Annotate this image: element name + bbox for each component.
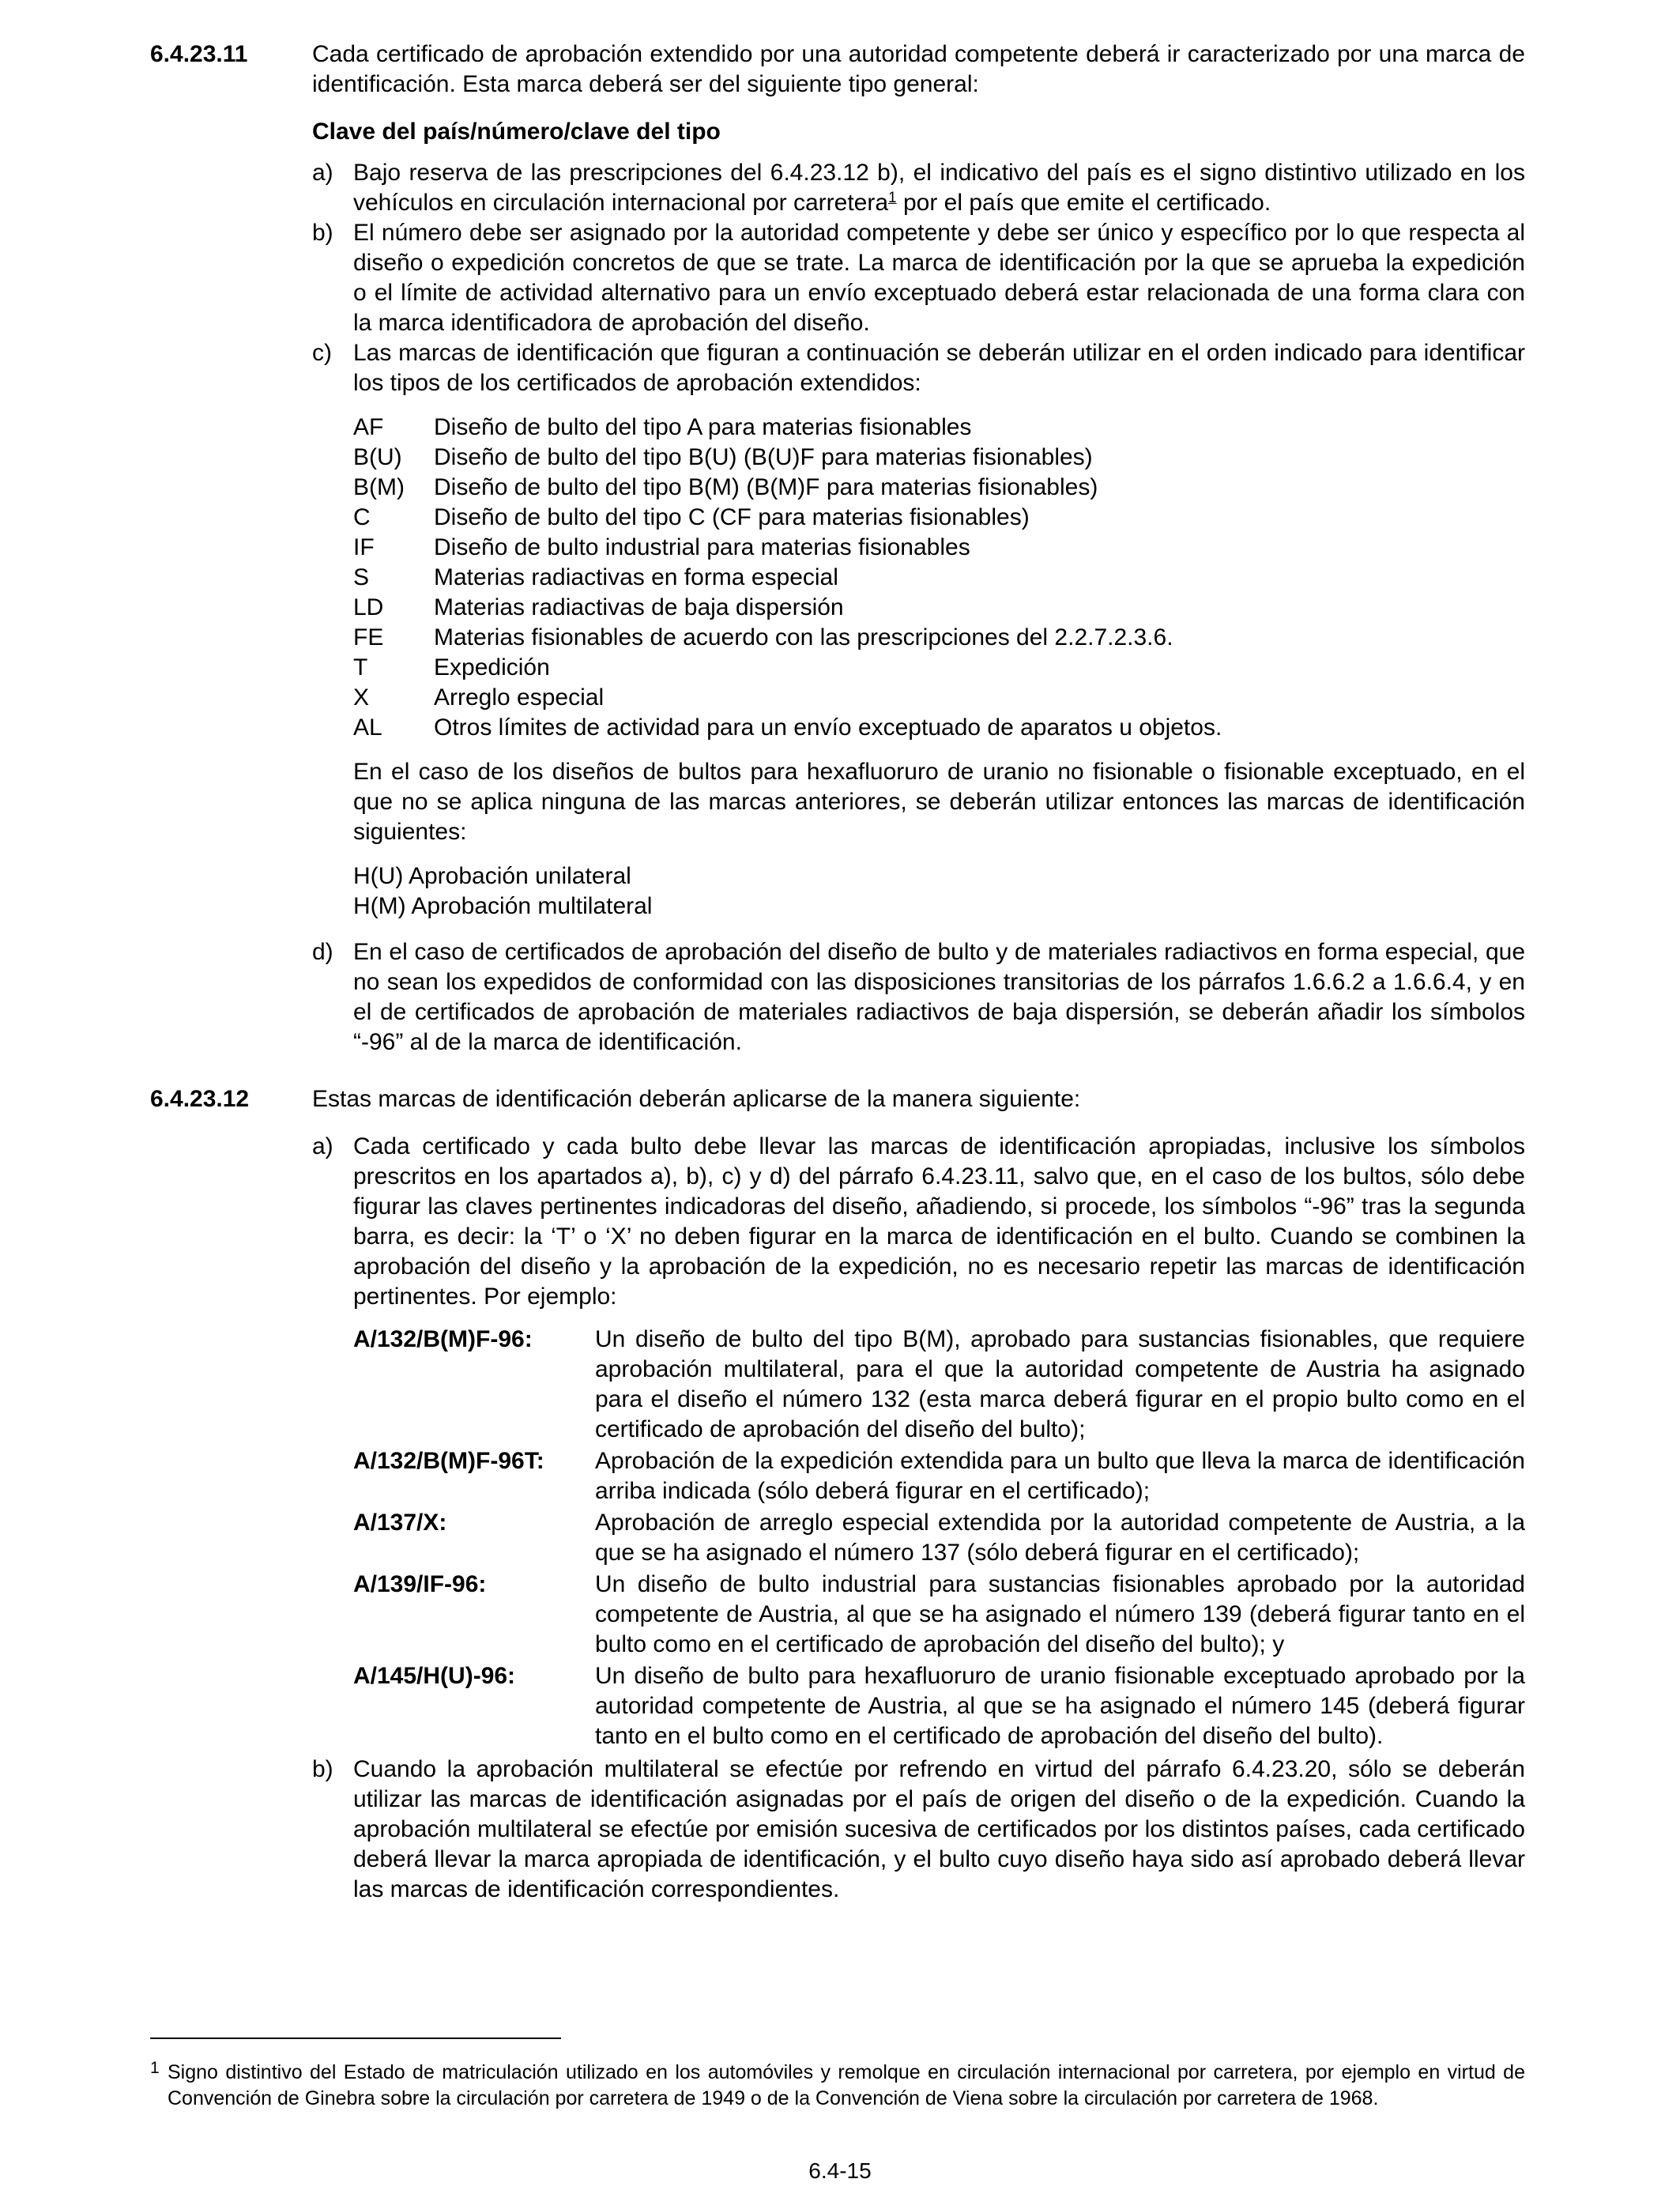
code-description: Materias radiactivas en forma especial bbox=[434, 564, 838, 590]
code-description: Otros límites de actividad para un envío exceptuado de aparatos u objetos. bbox=[434, 714, 1222, 741]
code-row bbox=[353, 443, 1525, 473]
item-a bbox=[312, 1132, 1525, 1312]
code-key: T bbox=[353, 654, 368, 680]
example-row bbox=[353, 1325, 1525, 1445]
code-row bbox=[353, 503, 1525, 533]
item-text: Cada certificado y cada bulto debe llevar las marcas de identificación apropiadas, inclusive los símbolos prescritos en los apartados a), b), c) y d) del párrafo 6.4.23.11, salvo que, en el caso de los bultos, sólo debe figurar las claves pertinentes indicadoras del diseño, añadiendo, si procede, los símbolos “-96” tras la segunda barra, es decir: la ‘T’ o ‘X’ no deben figurar en la marca de identificación en el bulto. Cuando se combinen la aprobación del diseño y la aprobación de la expedición, no es necesario repetir las marcas de identificación pertinentes. Por ejemplo: bbox=[353, 1133, 1525, 1310]
example-list bbox=[353, 1325, 1525, 1751]
item-c bbox=[312, 338, 1525, 398]
code-description: Materias fisionables de acuerdo con las prescripciones del 2.2.7.2.3.6. bbox=[434, 624, 1173, 650]
example-mark: A/139/IF-96: bbox=[353, 1571, 487, 1597]
example-row bbox=[353, 1661, 1525, 1751]
example-row bbox=[353, 1508, 1525, 1568]
code-row bbox=[353, 563, 1525, 593]
hexafluoride-paragraph: En el caso de los diseños de bultos para hexafluoruro de uranio no fisionable o fisionable exceptuado, en el que no se aplica ninguna de las marcas anteriores, se deberán utilizar entonces las marcas de identificación siguientes: bbox=[353, 759, 1525, 845]
item-text: En el caso de certificados de aprobación del diseño de bulto y de materiales radiactivos en forma especial, que no sean los expedidos de conformidad con las disposiciones transitorias de los párrafos 1.6.6.2 a 1.6.6.4, y en el de certificados de aprobación de materiales radiactivos de baja dispersión, se deberán añadir los símbolos “-96” al de la marca de identificación. bbox=[353, 939, 1525, 1055]
hexafluoride-mark: H(U) Aprobación unilateral bbox=[353, 863, 631, 889]
example-mark: A/132/B(M)F-96: bbox=[353, 1326, 533, 1352]
type-code-list bbox=[353, 413, 1525, 743]
example-description: Un diseño de bulto industrial para sustancias fisionables aprobado por la autoridad competente de Austria, al que se ha asignado el número 139 (deberá figurar tanto en el bulto como en el certificado de aprobación del diseño del bulto); y bbox=[595, 1571, 1525, 1657]
example-description: Aprobación de la expedición extendida para un bulto que lleva la marca de identificación arriba indicada (sólo deberá figurar en el certificado); bbox=[595, 1448, 1525, 1504]
code-key: FE bbox=[353, 624, 384, 650]
item-b bbox=[312, 1755, 1525, 1905]
section-number: 6.4.23.12 bbox=[150, 1086, 250, 1112]
item-letter: a) bbox=[312, 1133, 333, 1159]
item-letter: c) bbox=[312, 340, 332, 366]
code-description: Expedición bbox=[434, 654, 550, 680]
item-a bbox=[312, 158, 1525, 218]
example-row bbox=[353, 1446, 1525, 1506]
code-description: Diseño de bulto del tipo B(M) (B(M)F para materias fisionables) bbox=[434, 474, 1098, 500]
code-key: AF bbox=[353, 414, 384, 440]
item-letter: b) bbox=[312, 220, 333, 246]
code-row bbox=[353, 593, 1525, 623]
code-row bbox=[353, 623, 1525, 653]
footnote-mark: 1 bbox=[150, 2059, 160, 2077]
code-description: Arreglo especial bbox=[434, 684, 605, 711]
example-description: Aprobación de arreglo especial extendida por la autoridad competente de Austria, a la que se ha asignado el número 137 (sólo deberá figurar en el certificado); bbox=[595, 1510, 1525, 1566]
example-description: Un diseño de bulto para hexafluoruro de uranio fisionable exceptuado aprobado por la autoridad competente de Austria, al que se ha asignado el número 145 (deberá figurar tanto en el bulto como en el certificado de aprobación del diseño del bulto). bbox=[595, 1663, 1525, 1749]
code-row bbox=[353, 473, 1525, 503]
section-6-4-23-11 bbox=[150, 40, 1525, 1057]
section-body bbox=[312, 40, 1525, 1057]
code-key: AL bbox=[353, 714, 382, 741]
example-mark: A/145/H(U)-96: bbox=[353, 1663, 516, 1689]
footnote-reference[interactable]: 1 bbox=[888, 190, 897, 206]
code-row bbox=[353, 653, 1525, 683]
item-text: El número debe ser asignado por la autoridad competente y debe ser único y específico por lo que respecta al diseño o expedición concretos de que se trate. La marca de identificación por la que se aprueba la expedición o el límite de actividad alternativo para un envío exceptuado deberá estar relacionada de una forma clara con la marca identificadora de aprobación del diseño. bbox=[353, 220, 1525, 336]
example-description: Un diseño de bulto del tipo B(M), aprobado para sustancias fisionables, que requiere aprobación multilateral, para el que la autoridad competente de Austria ha asignado para el diseño el número 132 (esta marca deberá figurar en el propio bulto como en el certificado de aprobación del diseño del bulto); bbox=[595, 1326, 1525, 1442]
code-row bbox=[353, 533, 1525, 563]
example-row bbox=[353, 1570, 1525, 1660]
item-text: Cuando la aprobación multilateral se efectúe por refrendo en virtud del párrafo 6.4.23.20, sólo se deberán utilizar las marcas de identificación asignadas por el país de origen del diseño o de la expedición. Cuando la aprobación multilateral se efectúe por emisión sucesiva de certificados por los distintos países, cada certificado deberá llevar la marca apropiada de identificación, y el bulto cuyo diseño haya sido así aprobado deberá llevar las marcas de identificación correspondientes. bbox=[353, 1756, 1525, 1902]
section-body bbox=[312, 1084, 1525, 1905]
hexafluoride-mark-list bbox=[353, 861, 1525, 922]
code-key: S bbox=[353, 564, 370, 590]
code-description: Diseño de bulto industrial para materias fisionables bbox=[434, 534, 970, 560]
code-key: B(U) bbox=[353, 444, 402, 470]
example-mark: A/137/X: bbox=[353, 1510, 447, 1536]
item-b bbox=[312, 218, 1525, 338]
code-row bbox=[353, 683, 1525, 713]
code-key: LD bbox=[353, 594, 384, 620]
code-key: B(M) bbox=[353, 474, 405, 500]
footnote-text: Signo distintivo del Estado de matriculación utilizado en los automóviles y remolque en circulación internacional por carretera, por ejemplo en virtud de Convención de Ginebra sobre la circulación por carretera de 1949 o de la Convención de Viena sobre la circulación por carretera de 1968. bbox=[168, 2061, 1525, 2109]
code-key: IF bbox=[353, 534, 375, 560]
item-text: Bajo reserva de las prescripciones del 6.4.23.12 b), el indicativo del país es el signo distintivo utilizado en los vehículos en circulación internacional por carretera bbox=[353, 160, 1525, 216]
item-letter: b) bbox=[312, 1756, 333, 1782]
code-row bbox=[353, 713, 1525, 743]
section-number: 6.4.23.11 bbox=[150, 41, 248, 67]
code-key: X bbox=[353, 684, 370, 711]
code-description: Diseño de bulto del tipo A para materias fisionables bbox=[434, 414, 972, 440]
item-letter: a) bbox=[312, 160, 333, 186]
code-key: C bbox=[353, 504, 371, 530]
item-d bbox=[312, 937, 1525, 1057]
example-mark: A/132/B(M)F-96T: bbox=[353, 1448, 544, 1474]
footnote-divider bbox=[150, 2038, 561, 2039]
item-letter: d) bbox=[312, 939, 333, 965]
hexafluoride-mark: H(M) Aprobación multilateral bbox=[353, 893, 653, 919]
item-text-continued: por el país que emite el certificado. bbox=[896, 190, 1271, 216]
code-description: Materias radiactivas de baja dispersión bbox=[434, 594, 844, 620]
format-heading: Clave del país/número/clave del tipo bbox=[312, 119, 721, 145]
section-intro: Cada certificado de aprobación extendido por una autoridad competente deberá ir caracterizado por una marca de identificación. Esta marca deberá ser del siguiente tipo general: bbox=[312, 41, 1525, 97]
footnote bbox=[150, 2060, 1525, 2112]
code-description: Diseño de bulto del tipo B(U) (B(U)F para materias fisionables) bbox=[434, 444, 1093, 470]
item-text: Las marcas de identificación que figuran a continuación se deberán utilizar en el orden indicado para identificar los tipos de los certificados de aprobación extendidos: bbox=[353, 340, 1525, 396]
code-description: Diseño de bulto del tipo C (CF para materias fisionables) bbox=[434, 504, 1030, 530]
code-row bbox=[353, 413, 1525, 443]
section-intro: Estas marcas de identificación deberán aplicarse de la manera siguiente: bbox=[312, 1086, 1081, 1112]
section-6-4-23-12 bbox=[150, 1084, 1525, 1905]
page-number: 6.4-15 bbox=[808, 2158, 872, 2183]
